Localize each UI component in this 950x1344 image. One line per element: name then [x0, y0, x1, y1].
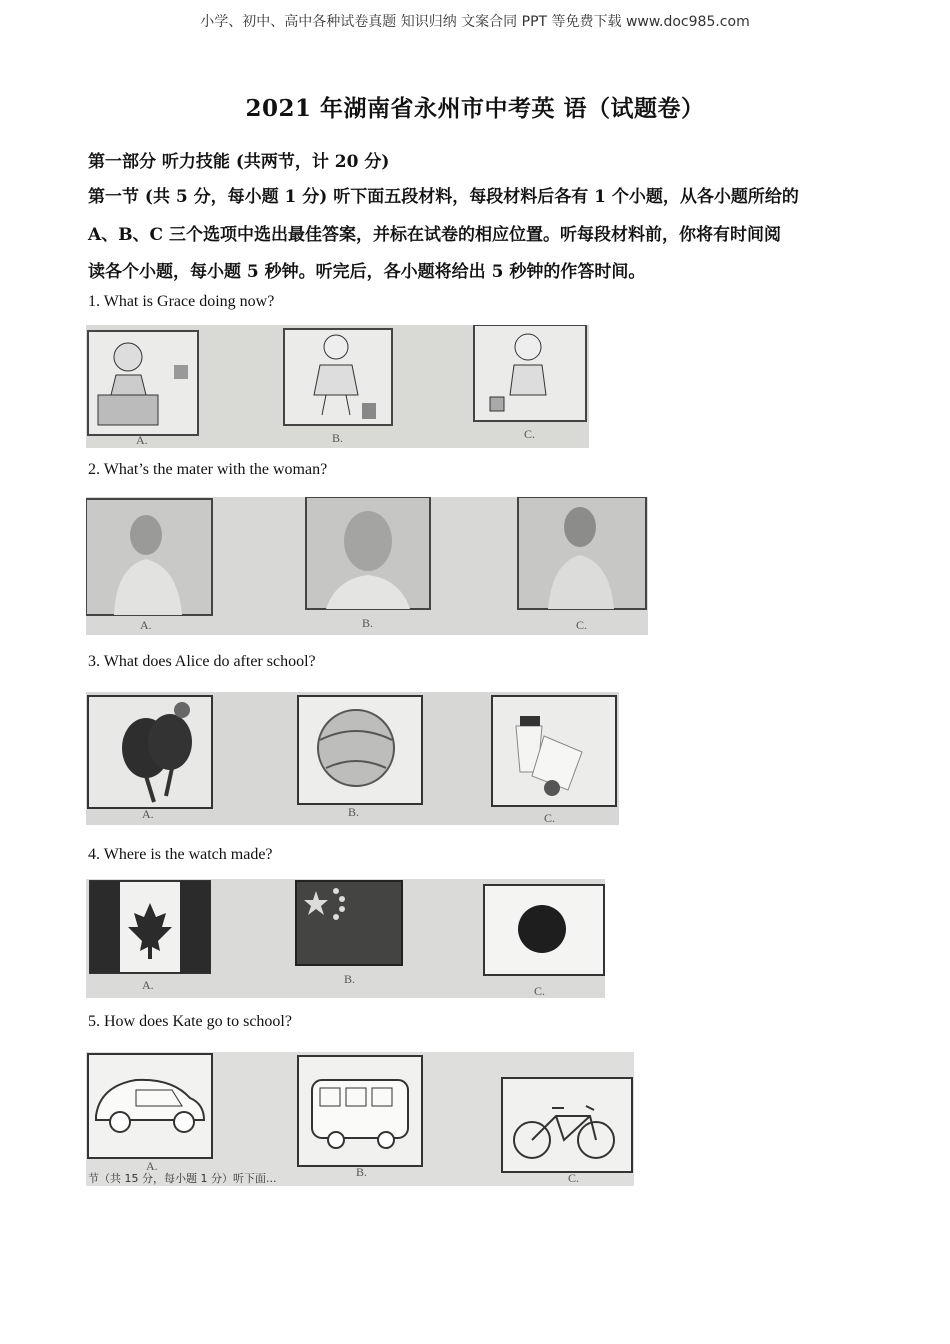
q2-label-b: B.: [362, 616, 374, 630]
q3-label-b: B.: [348, 805, 360, 819]
q5-label-a: A.: [146, 1159, 158, 1173]
question-1-text: 1. What is Grace doing now?: [88, 293, 275, 310]
question-3-text: 3. What does Alice do after school?: [88, 653, 316, 670]
question-2-text: 2. What’s the mater with the woman?: [88, 461, 328, 478]
q3-option-a-picture: [88, 696, 212, 821]
q4-label-b: B.: [344, 972, 356, 986]
q3-option-b-picture: [298, 696, 422, 819]
q1-label-a: A.: [136, 433, 148, 447]
section-instructions-line-3: 读各个小题，每小题 5 秒钟。听完后，各小题将给出 5 秒钟的作答时间。: [88, 262, 646, 282]
q4-label-a: A.: [142, 978, 154, 992]
q1-label-c: C.: [524, 427, 536, 441]
question-5-images: [86, 1052, 634, 1186]
site-header: 小学、初中、高中各种试卷真题 知识归纳 文案合同 PPT 等免费下载 www.doc985.com: [200, 14, 750, 30]
q2-option-a-picture: [86, 499, 212, 632]
q5-label-b: B.: [356, 1165, 368, 1179]
q3-option-c-picture: [492, 696, 616, 825]
question-4-text: 4. Where is the watch made?: [88, 846, 273, 863]
q3-label-c: C.: [544, 811, 556, 825]
q5-label-c: C.: [568, 1171, 580, 1185]
question-4-images: [86, 879, 605, 998]
q1-label-b: B.: [332, 431, 344, 445]
question-5-text: 5. How does Kate go to school?: [88, 1013, 292, 1030]
q4-label-c: C.: [534, 984, 546, 998]
q2-label-c: C.: [576, 618, 588, 632]
question-1-images: [86, 325, 589, 448]
section-instructions-line-1: 第一节 (共 5 分，每小题 1 分) 听下面五段材料，每段材料后各有 1 个小题，从各小题所给的: [88, 187, 799, 207]
section-instructions-line-2: A、B、C 三个选项中选出最佳答案，并标在试卷的相应位置。听每段材料前，你将有时间阅: [88, 225, 782, 245]
q5-option-b-picture: [298, 1056, 422, 1179]
part-heading: 第一部分 听力技能 (共两节，计 20 分): [88, 152, 390, 172]
question-3-images: [86, 692, 619, 825]
question-2-images: [86, 497, 648, 635]
page-title: 2021 年湖南省永州市中考英 语（试题卷）: [245, 95, 705, 122]
q5-option-c-picture: [502, 1078, 632, 1185]
q3-label-a: A.: [142, 807, 154, 821]
q2-label-a: A.: [140, 618, 152, 632]
cut-off-text: 节（共 15 分，每小题 1 分）听下面...: [88, 1172, 277, 1185]
q5-option-a-picture: [88, 1054, 212, 1173]
q1-option-a-picture: [88, 331, 198, 447]
